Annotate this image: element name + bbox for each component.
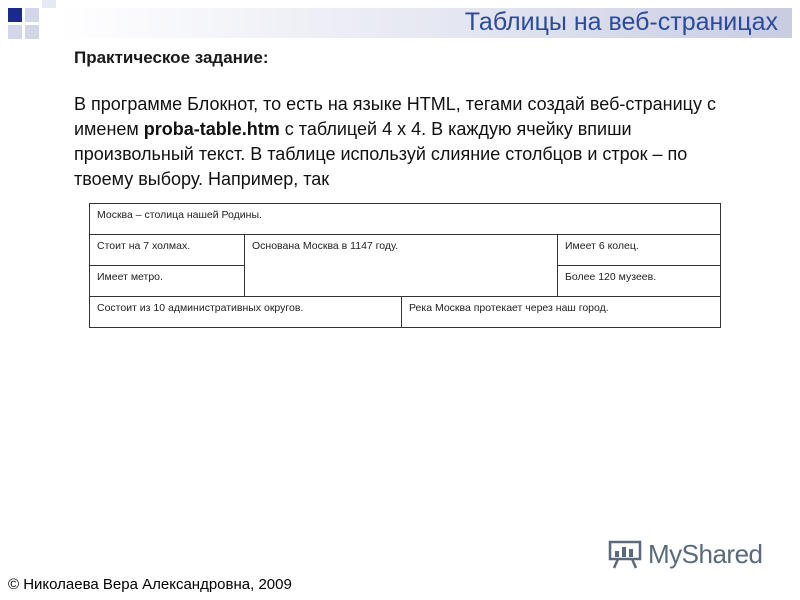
task-text-part2: с таблицей 4 х 4. В каждую ячейку впиши произвольный текст. В таблице используй слияние столбцов и строк – по твоему выбору. Например, так (74, 119, 688, 189)
table-cell: Более 120 музеев. (558, 266, 721, 297)
logo-text: MyShared (648, 538, 763, 569)
task-filename: proba-table.htm (143, 119, 280, 139)
corner-square-light (25, 8, 39, 22)
task-text (74, 92, 744, 192)
task-text-part1: В программе Блокнот, то есть на языке HTML, тегами создай веб-страницу с именем (74, 94, 716, 139)
corner-square-light (42, 0, 56, 8)
table-cell: Имеет метро. (90, 266, 245, 297)
slide-title: Таблицы на веб-страницах (464, 8, 778, 36)
table-row (90, 297, 721, 328)
corner-square-dark (8, 8, 22, 22)
table-cell: Имеет 6 колец. (558, 235, 721, 266)
table-row (90, 235, 721, 266)
copyright: © Николаева Вера Александровна, 2009 (8, 576, 292, 593)
table-cell: Река Москва протекает через наш город. (402, 297, 721, 328)
corner-square-light (8, 25, 22, 39)
table-cell: Состоит из 10 административных округов. (90, 297, 402, 328)
table-cell: Москва – столица нашей Родины. (90, 204, 721, 235)
presentation-board-icon (608, 539, 642, 569)
table-cell: Стоит на 7 холмах. (90, 235, 245, 266)
corner-square-light (25, 25, 39, 39)
table-row (90, 204, 721, 235)
slide-subtitle: Практическое задание: (74, 48, 269, 67)
table-cell: Основана Москва в 1147 году. (245, 235, 558, 297)
myshared-logo (608, 538, 768, 570)
example-table (89, 203, 721, 328)
